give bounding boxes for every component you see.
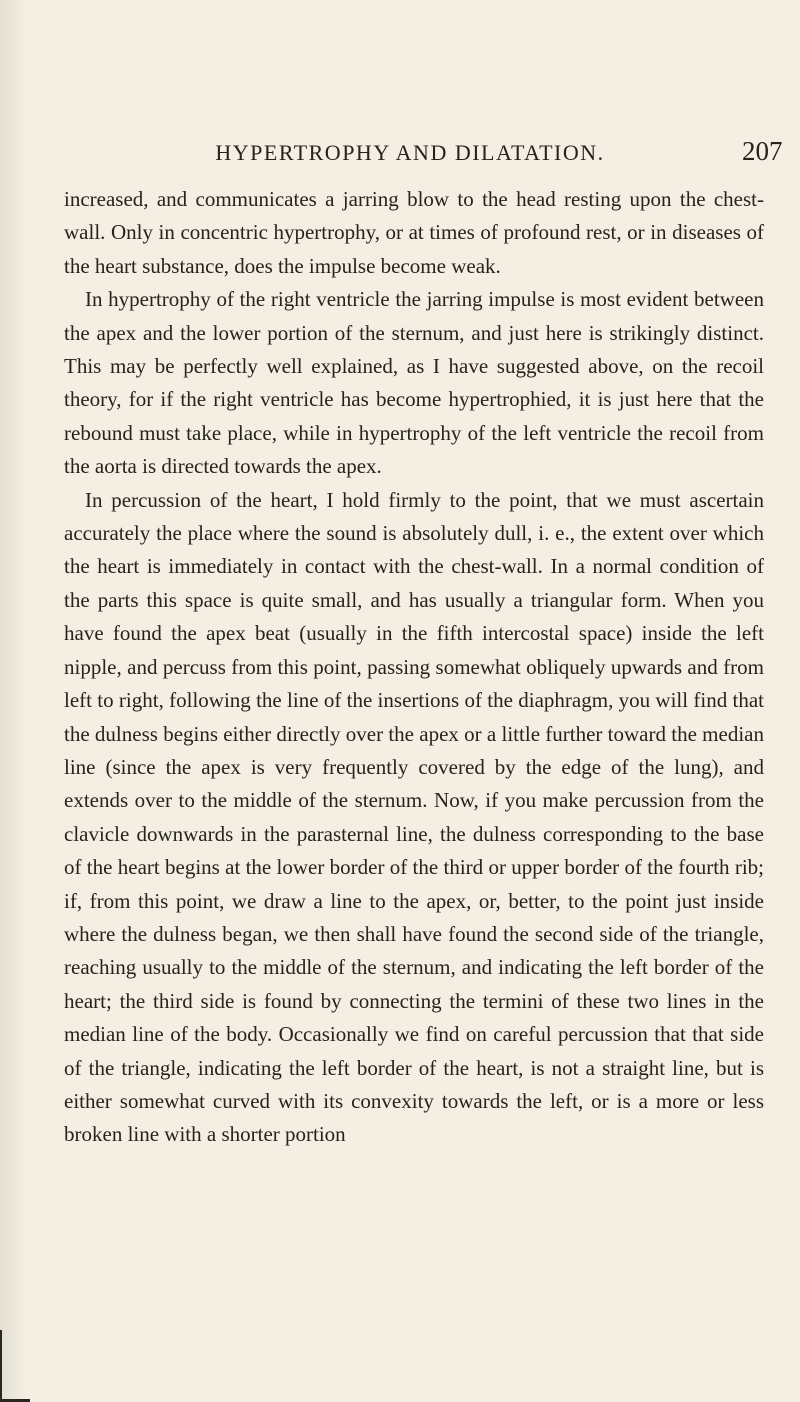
body-text bbox=[64, 183, 764, 1152]
paragraph-right-ventricle: In hypertrophy of the right ventricle the jarring impulse is most evident between the apex and the lower portion of the sternum, and just here is strikingly distinct. This may be perfectly well explained, as I have suggested above, on the recoil theory, for if the right ventricle has become hypertrophied, it is just here that the rebound must take place, while in hypertrophy of the left ventricle the recoil from the aorta is directed towards the apex. bbox=[64, 287, 764, 479]
page-number: 207 bbox=[742, 136, 783, 166]
paragraph-percussion: In percussion of the heart, I hold firmly to the point, that we must ascertain accurately the place where the sound is absolutely dull, i. e., the extent over which the heart is immediately in contact with the chest-wall. In a normal condition of the parts this space is quite small, and has usually a triangular form. When you have found the apex beat (usually in the fifth intercostal space) inside the left nipple, and percuss from this point, passing somewhat obliquely upwards and from left to right, following the line of the insertions of the diaphragm, you will find that the dulness begins either directly over the apex or a little further toward the median line (since the apex is very frequently covered by the edge of the lung), and extends over to the middle of the sternum. Now, if you make percussion from the clavicle downwards in the parasternal line, the dulness corresponding to the base of the heart begins at the lower border of the third or upper border of the fourth rib; if, from this point, we draw a line to the apex, or, better, to the point just inside where the dulness began, we then shall have found the second side of the triangle, reaching usually to the middle of the sternum, and indicating the left border of the heart; the third side is found by connecting the termini of these two lines in the median line of the body. Occasionally we find on careful percussion that that side of the triangle, indicating the left border of the heart, is not a straight line, but is either somewhat curved with its convexity towards the left, or is a more or less broken line with a shorter portion bbox=[64, 487, 764, 1147]
page-gutter-shadow bbox=[0, 0, 26, 1402]
page-corner-mark bbox=[0, 1330, 30, 1402]
running-head: HYPERTROPHY AND DILATATION. bbox=[215, 140, 605, 165]
paragraph-continuation: increased, and communicates a jarring blow to the head resting upon the chest-wall. Only in concentric hypertrophy, or at times of profound rest, or in diseases of the heart substance, does the impulse become weak. bbox=[64, 187, 764, 278]
